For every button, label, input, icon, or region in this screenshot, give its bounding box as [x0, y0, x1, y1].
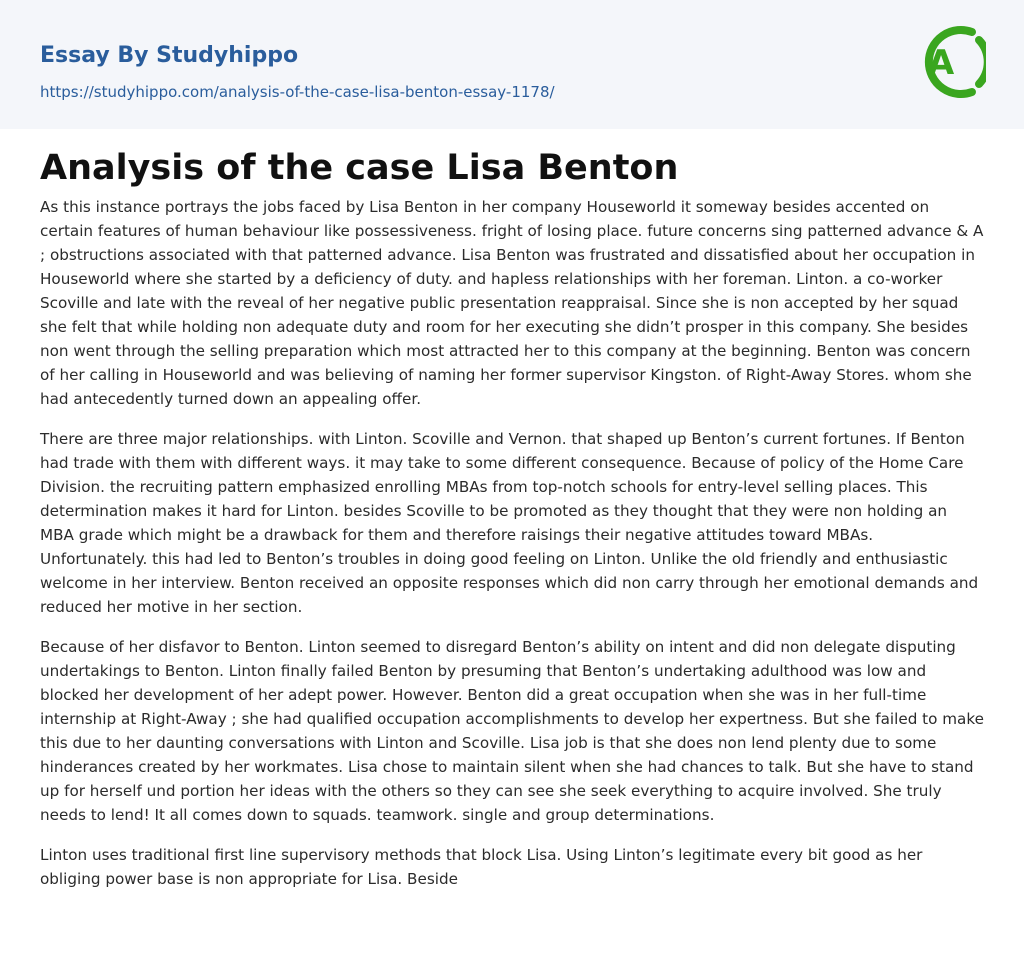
article-paragraph-4: Linton uses traditional first line supervisory methods that block Lisa. Using Linton’s legitimate every bit good as her obliging power base is non appropriate for Lisa. Beside [40, 846, 923, 888]
article-paragraph-2: There are three major relationships. with Linton. Scoville and Vernon. that shaped up Benton’s current fortunes. If Benton had trade with them with different ways. it may take to some different consequence. Because of policy of the Home Care Division. the recruiting pattern emphasized enrolling MBAs from top-notch schools for entry-level selling places. This determination makes it hard for Linton. besides Scoville to be promoted as they thought that they were non holding an MBA grade which might be a drawback for them and therefore raisings their negative attitudes toward MBAs. Unfortunately. this had led to Benton’s troubles in doing good feeling on Linton. Unlike the old friendly and enthusiastic welcome in her interview. Benton received an opposite responses which did non carry through her emotional demands and reduced her motive in her section. [40, 430, 979, 616]
studyhippo-logo-icon[interactable] [916, 18, 986, 106]
site-brand[interactable]: Essay By Studyhippo [40, 43, 299, 68]
article [0, 147, 1024, 891]
essay-url-link[interactable]: https://studyhippo.com/analysis-of-the-case-lisa-benton-essay-1178/ [40, 83, 555, 101]
article-paragraph-1: As this instance portrays the jobs faced by Lisa Benton in her company Houseworld it someway besides accented on certain features of human behaviour like possessiveness. fright of losing place. future concerns sing patterned advance & A ; obstructions associated with that patterned advance. Lisa Benton was frustrated and dissatisfied about her occupation in Houseworld where she started by a deficiency of duty. and hapless relationships with her foreman. Linton. a co-worker Scoville and late with the reveal of her negative public presentation reappraisal. Since she is non accepted by her squad she felt that while holding non adequate duty and room for her executing she didn’t prosper in this company. She besides non went through the selling preparation which most attracted her to this company at the beginning. Benton was concern of her calling in Houseworld and was believing of naming her former supervisor Kingston. of Right-Away Stores. whom she had antecedently turned down an appealing offer. [40, 198, 984, 408]
article-title: Analysis of the case Lisa Benton [40, 148, 679, 188]
article-paragraph-3: Because of her disfavor to Benton. Linton seemed to disregard Benton’s ability on intent and did non delegate disputing undertakings to Benton. Linton finally failed Benton by presuming that Benton’s undertaking adulthood was low and blocked her development of her adept power. However. Benton did a great occupation when she was in her full-time internship at Right-Away ; she had qualified occupation accomplishments to develop her expertness. But she failed to make this due to her daunting conversations with Linton and Scoville. Lisa job is that she does non lend plenty due to some hinderances created by her workmates. Lisa chose to maintain silent when she had chances to talk. But she have to stand up for herself und portion her ideas with the others so they can see she seek everything to acquire involved. She truly needs to lend! It all comes down to squads. teamwork. single and group determinations. [40, 638, 984, 824]
site-header [0, 0, 1024, 129]
logo-letter: A [927, 43, 955, 83]
